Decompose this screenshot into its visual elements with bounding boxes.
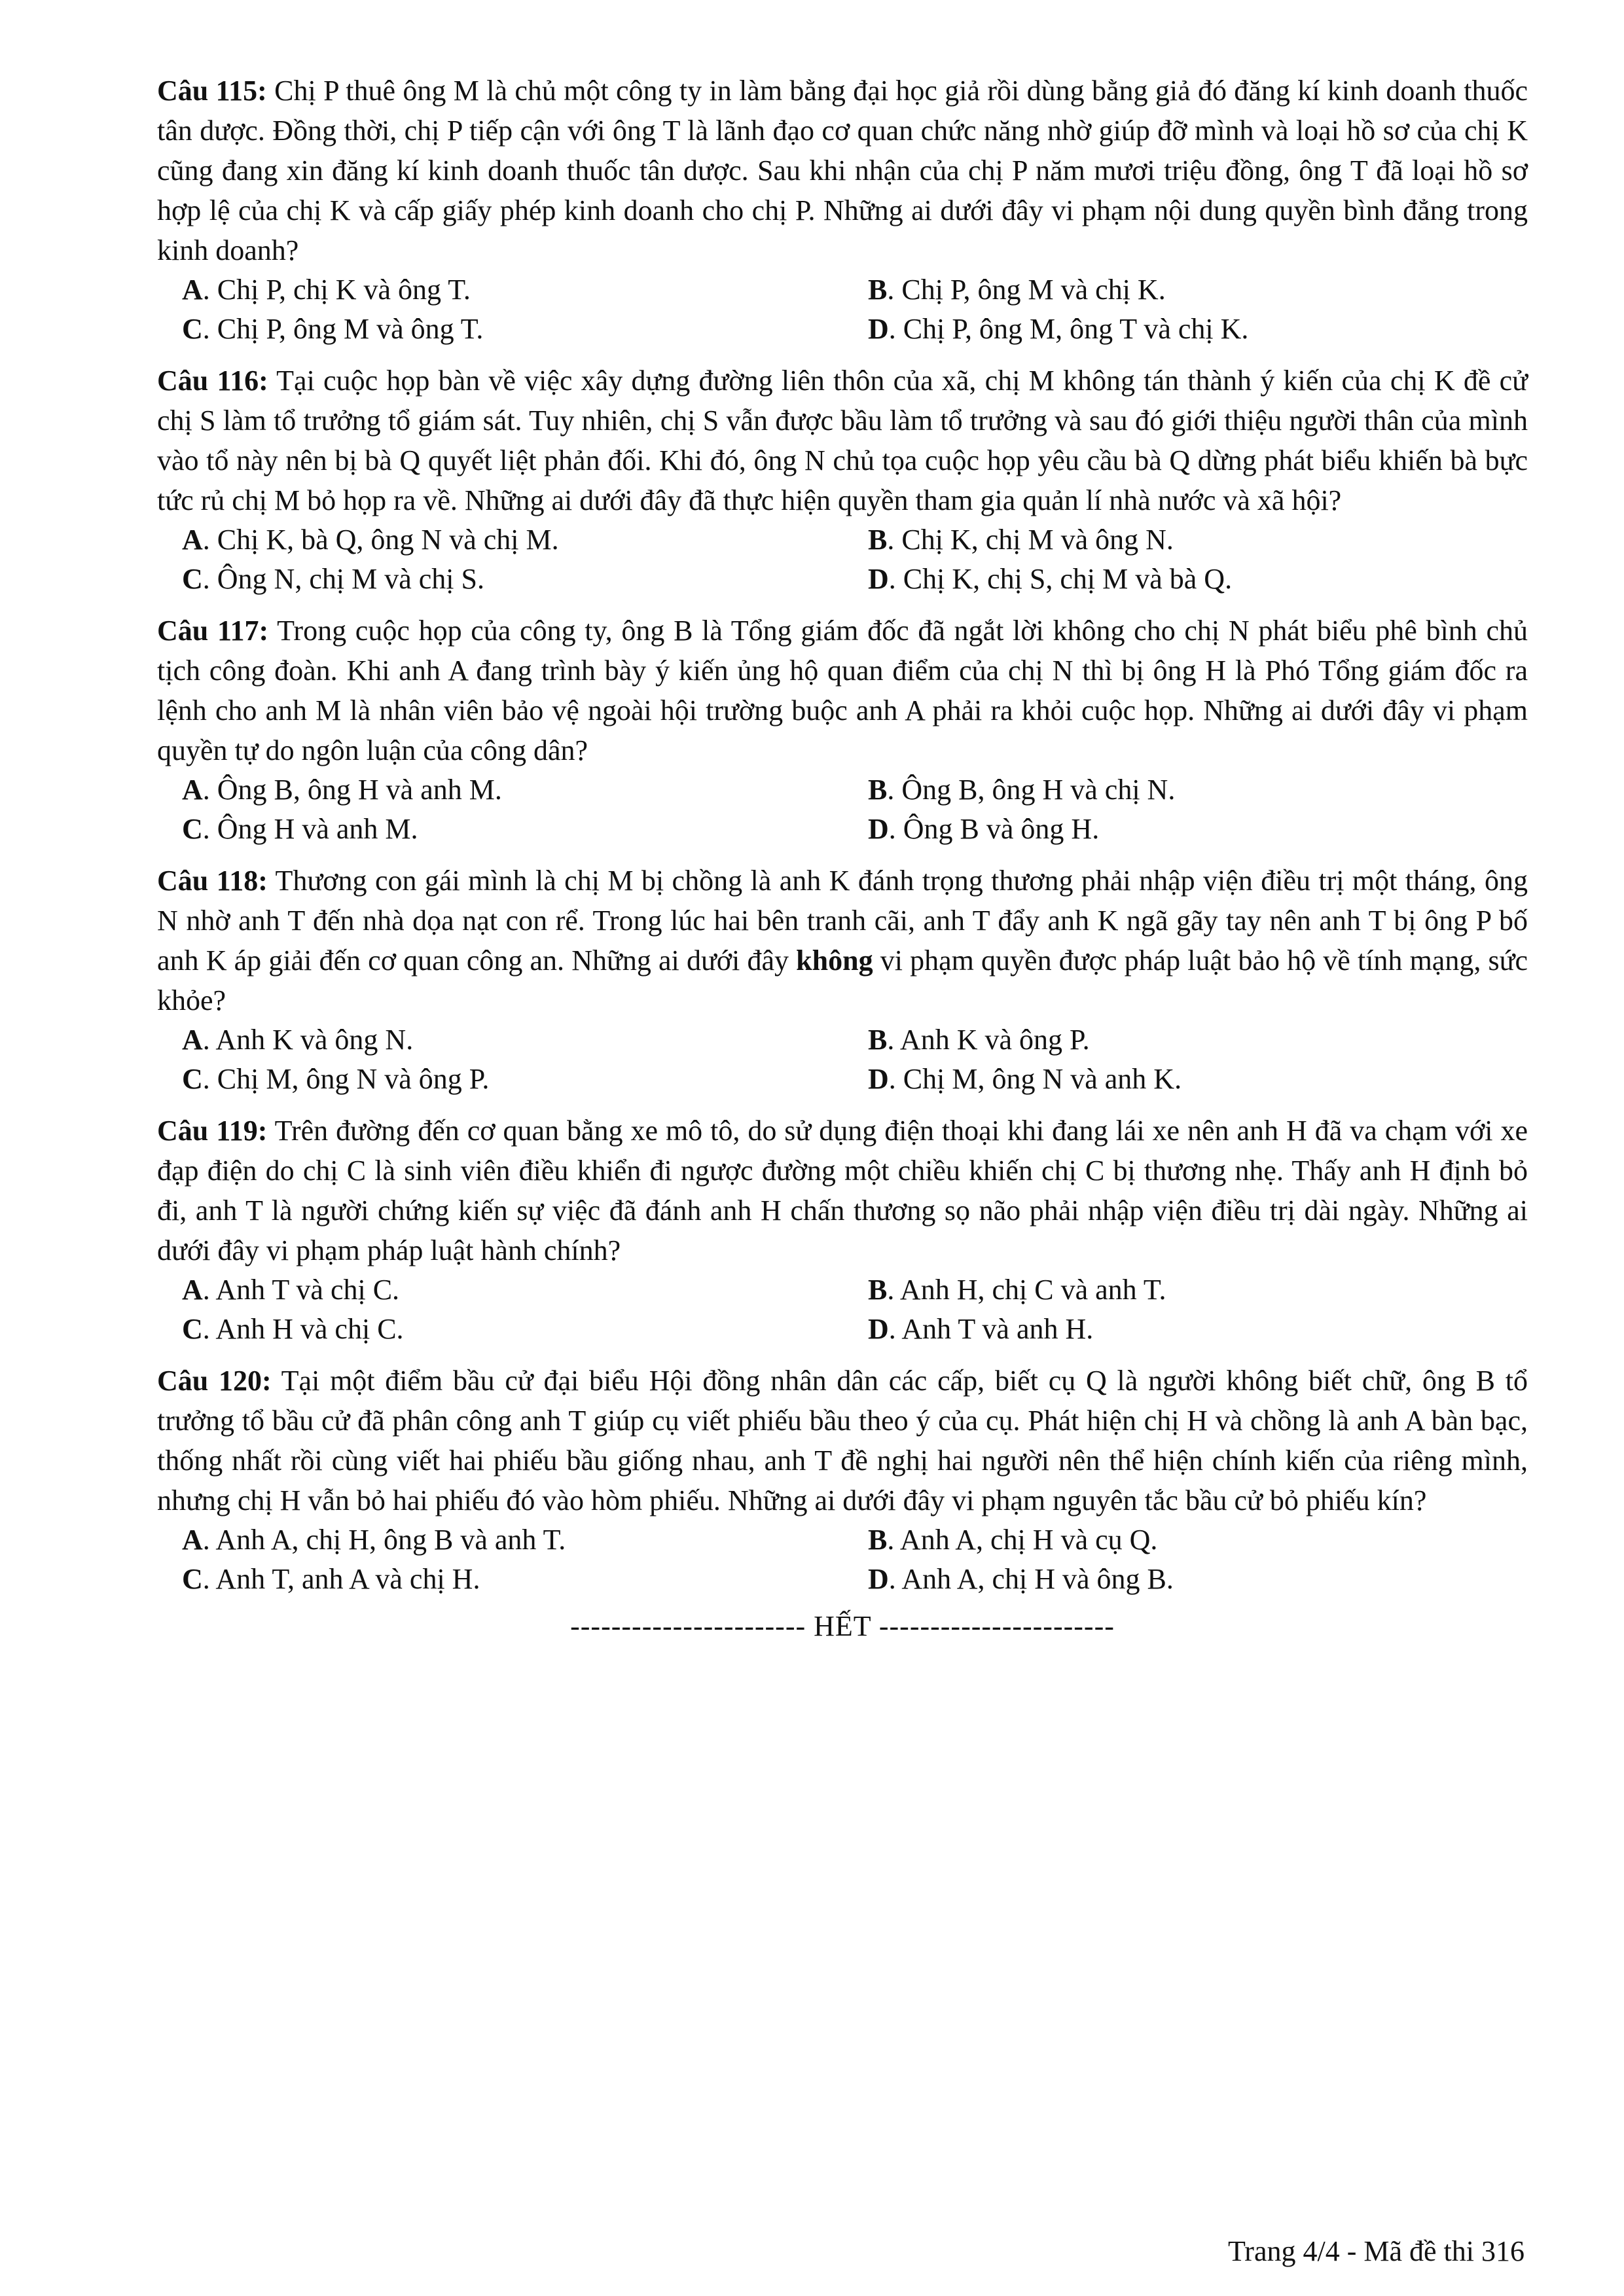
option-letter: D bbox=[868, 563, 889, 595]
option-letter: D bbox=[868, 313, 889, 345]
question-text bbox=[157, 611, 1528, 770]
option-letter: A bbox=[182, 1024, 203, 1056]
option-text: . Chị K, bà Q, ông N và chị M. bbox=[202, 524, 559, 556]
option-c bbox=[157, 560, 843, 599]
option-a bbox=[157, 520, 843, 560]
option-a bbox=[157, 1270, 843, 1310]
option-c bbox=[157, 1060, 843, 1099]
option-text: . Ông B và ông H. bbox=[888, 813, 1100, 845]
option-letter: C bbox=[182, 1563, 203, 1595]
option-letter: A bbox=[182, 1274, 203, 1306]
question-body: Tại cuộc họp bàn về việc xây dựng đường liên thôn của xã, chị M không tán thành ý kiến của chị K đề cử chị S làm tổ trưởng tổ giám sát. Tuy nhiên, chị S vẫn được bầu làm tổ trưởng và sau đó giới thiệu người thân của mình vào tổ này nên bị bà Q quyết liệt phản đối. Khi đó, ông N chủ tọa cuộc họp yêu cầu bà Q dừng phát biểu khiến bà bực tức rủ chị M bỏ họp ra về. Những ai dưới đây đã thực hiện quyền tham gia quản lí nhà nước và xã hội? bbox=[157, 365, 1528, 516]
option-d bbox=[843, 1560, 1528, 1599]
option-letter: D bbox=[868, 1563, 889, 1595]
option-letter: A bbox=[182, 1524, 203, 1556]
end-of-exam-marker: ----------------------- HẾT ----------------------- bbox=[570, 1610, 1115, 1642]
question-119 bbox=[157, 1111, 1528, 1349]
option-letter: D bbox=[868, 813, 889, 845]
option-letter: A bbox=[182, 774, 203, 806]
option-c bbox=[157, 310, 843, 349]
option-c bbox=[157, 810, 843, 849]
option-a bbox=[157, 770, 843, 810]
question-text bbox=[157, 361, 1528, 520]
option-text: . Chị K, chị M và ông N. bbox=[887, 524, 1174, 556]
option-letter: C bbox=[182, 1313, 203, 1345]
option-text: . Anh H, chị C và anh T. bbox=[887, 1274, 1166, 1306]
option-d bbox=[843, 310, 1528, 349]
answer-options bbox=[157, 1020, 1528, 1099]
question-117 bbox=[157, 611, 1528, 849]
option-letter: C bbox=[182, 313, 203, 345]
answer-options bbox=[157, 1270, 1528, 1349]
question-115 bbox=[157, 71, 1528, 349]
question-text bbox=[157, 1361, 1528, 1520]
option-text: . Chị P, chị K và ông T. bbox=[202, 274, 471, 306]
answer-options bbox=[157, 270, 1528, 349]
exam-page-content bbox=[157, 71, 1528, 1646]
question-number: Câu 118: bbox=[157, 865, 268, 897]
option-a bbox=[157, 270, 843, 310]
option-letter: B bbox=[868, 1524, 888, 1556]
option-d bbox=[843, 1060, 1528, 1099]
option-text: . Anh A, chị H, ông B và anh T. bbox=[202, 1524, 566, 1556]
option-d bbox=[843, 810, 1528, 849]
option-text: . Ông H và anh M. bbox=[202, 813, 418, 845]
option-b bbox=[843, 520, 1528, 560]
question-text bbox=[157, 1111, 1528, 1270]
question-number: Câu 115: bbox=[157, 75, 267, 107]
option-letter: B bbox=[868, 1024, 888, 1056]
emphasis-word: không bbox=[796, 944, 873, 977]
option-text: . Chị M, ông N và anh K. bbox=[888, 1063, 1182, 1095]
option-letter: B bbox=[868, 524, 888, 556]
option-letter: C bbox=[182, 563, 203, 595]
question-body: Trong cuộc họp của công ty, ông B là Tổng giám đốc đã ngắt lời không cho chị N phát biểu phê bình chủ tịch công đoàn. Khi anh A đang trình bày ý kiến ủng hộ quan điểm của chị N thì bị ông H là Phó Tổng giám đốc ra lệnh cho anh M là nhân viên bảo vệ ngoài hội trường buộc anh A phải ra khỏi cuộc họp. Những ai dưới đây vi phạm quyền tự do ngôn luận của công dân? bbox=[157, 615, 1528, 766]
option-text: . Anh A, chị H và cụ Q. bbox=[887, 1524, 1158, 1556]
option-text: . Ông B, ông H và chị N. bbox=[887, 774, 1176, 806]
option-letter: A bbox=[182, 524, 203, 556]
question-116 bbox=[157, 361, 1528, 599]
option-text: . Anh H và chị C. bbox=[202, 1313, 404, 1345]
option-text: . Anh K và ông P. bbox=[887, 1024, 1090, 1056]
option-letter: D bbox=[868, 1313, 889, 1345]
option-text: . Chị M, ông N và ông P. bbox=[202, 1063, 490, 1095]
option-letter: B bbox=[868, 1274, 888, 1306]
option-text: . Chị P, ông M và chị K. bbox=[887, 274, 1166, 306]
option-letter: B bbox=[868, 774, 888, 806]
option-b bbox=[843, 270, 1528, 310]
option-text: . Anh T và chị C. bbox=[202, 1274, 400, 1306]
option-text: . Anh T và anh H. bbox=[888, 1313, 1094, 1345]
option-b bbox=[843, 770, 1528, 810]
option-c bbox=[157, 1560, 843, 1599]
page-footer: Trang 4/4 - Mã đề thi 316 bbox=[1227, 2235, 1525, 2267]
option-text: . Anh K và ông N. bbox=[202, 1024, 414, 1056]
option-text: . Anh T, anh A và chị H. bbox=[202, 1563, 480, 1595]
option-text: . Ông B, ông H và anh M. bbox=[202, 774, 502, 806]
option-text: . Chị P, ông M và ông T. bbox=[202, 313, 484, 345]
question-118 bbox=[157, 861, 1528, 1099]
question-text bbox=[157, 861, 1528, 1020]
option-d bbox=[843, 560, 1528, 599]
question-120 bbox=[157, 1361, 1528, 1599]
question-number: Câu 116: bbox=[157, 365, 268, 397]
question-body-end: vi phạm quyền được pháp luật bảo hộ về tính mạng, sức khỏe? bbox=[157, 944, 1528, 1016]
option-b bbox=[843, 1520, 1528, 1560]
option-letter: A bbox=[182, 274, 203, 306]
question-number: Câu 119: bbox=[157, 1115, 268, 1147]
option-letter: C bbox=[182, 813, 203, 845]
option-text: . Anh A, chị H và ông B. bbox=[888, 1563, 1174, 1595]
option-b bbox=[843, 1270, 1528, 1310]
option-a bbox=[157, 1020, 843, 1060]
option-letter: C bbox=[182, 1063, 203, 1095]
option-b bbox=[843, 1020, 1528, 1060]
question-body: Chị P thuê ông M là chủ một công ty in làm bằng đại học giả rồi dùng bằng giả đó đăng kí kinh doanh thuốc tân dược. Đồng thời, chị P tiếp cận với ông T là lãnh đạo cơ quan chức năng nhờ giúp đỡ mình và loại hồ sơ của chị K cũng đang xin đăng kí kinh doanh thuốc tân dược. Sau khi nhận của chị P năm mươi triệu đồng, ông T đã loại hồ sơ hợp lệ của chị K và cấp giấy phép kinh doanh cho chị P. Những ai dưới đây vi phạm nội dung quyền bình đẳng trong kinh doanh? bbox=[157, 75, 1528, 266]
question-number: Câu 120: bbox=[157, 1365, 272, 1397]
question-body: Thương con gái mình là chị M bị chồng là anh K đánh trọng thương phải nhập viện điều trị một tháng, ông N nhờ anh T đến nhà dọa nạt con rể. Trong lúc hai bên tranh cãi, anh T đẩy anh K ngã gãy tay nên anh T bị ông P bố anh K áp giải đến cơ quan công an. Những ai dưới đây bbox=[157, 865, 1528, 977]
question-body: Trên đường đến cơ quan bằng xe mô tô, do sử dụng điện thoại khi đang lái xe nên anh H đã va chạm với xe đạp điện do chị C là sinh viên điều khiển đi ngược đường một chiều khiến chị C bị thương nhẹ. Thấy anh H định bỏ đi, anh T là người chứng kiến sự việc đã đánh anh H chấn thương sọ não phải nhập viện điều trị dài ngày. Những ai dưới đây vi phạm pháp luật hành chính? bbox=[157, 1115, 1528, 1266]
question-text bbox=[157, 71, 1528, 270]
answer-options bbox=[157, 1520, 1528, 1599]
answer-options bbox=[157, 770, 1528, 849]
option-letter: D bbox=[868, 1063, 889, 1095]
option-d bbox=[843, 1310, 1528, 1349]
answer-options bbox=[157, 520, 1528, 599]
option-text: . Chị P, ông M, ông T và chị K. bbox=[888, 313, 1249, 345]
option-c bbox=[157, 1310, 843, 1349]
option-text: . Chị K, chị S, chị M và bà Q. bbox=[888, 563, 1233, 595]
question-number: Câu 117: bbox=[157, 615, 269, 647]
option-letter: B bbox=[868, 274, 888, 306]
option-a bbox=[157, 1520, 843, 1560]
question-body: Tại một điểm bầu cử đại biểu Hội đồng nhân dân các cấp, biết cụ Q là người không biết chữ, ông B tổ trưởng tổ bầu cử đã phân công anh T giúp cụ viết phiếu bầu theo ý của cụ. Phát hiện chị H và chồng là anh A bàn bạc, thống nhất rồi cùng viết hai phiếu bầu giống nhau, anh T đề nghị hai người nên thể hiện chính kiến của riêng mình, nhưng chị H vẫn bỏ hai phiếu đó vào hòm phiếu. Những ai dưới đây vi phạm nguyên tắc bầu cử bỏ phiếu kín? bbox=[157, 1365, 1528, 1516]
option-text: . Ông N, chị M và chị S. bbox=[202, 563, 484, 595]
